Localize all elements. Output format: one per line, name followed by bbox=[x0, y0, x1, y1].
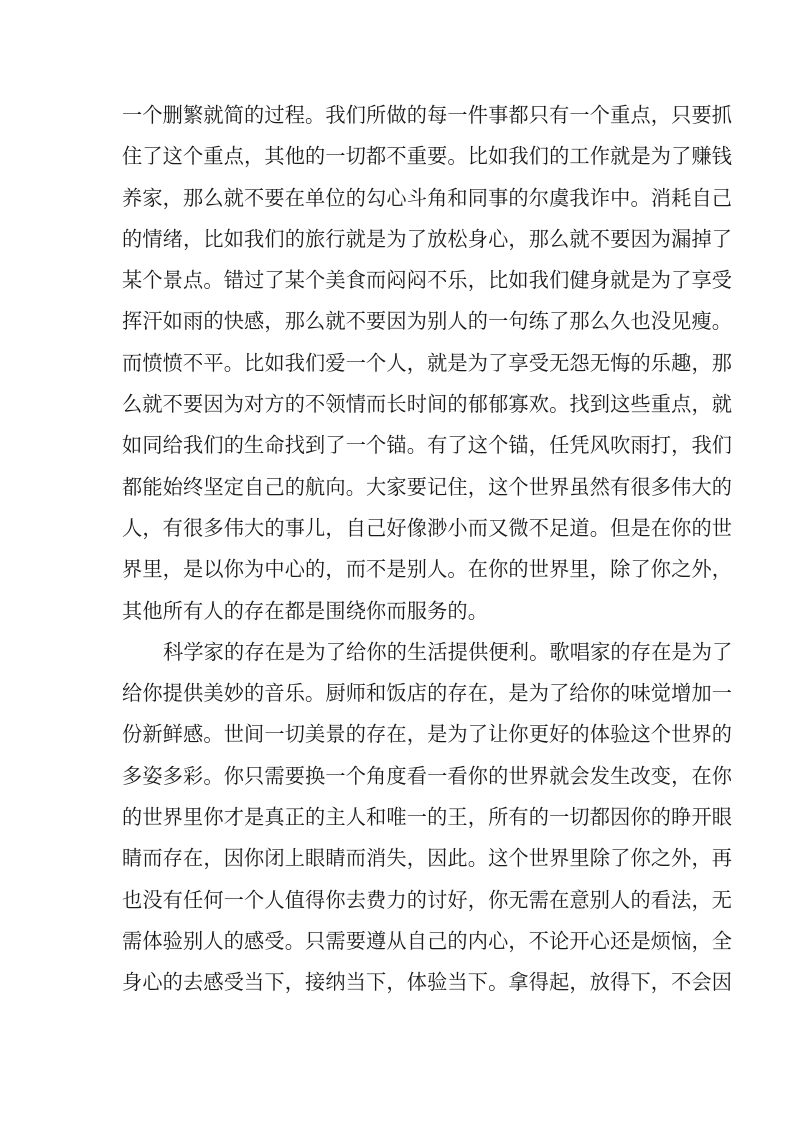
paragraph bbox=[122, 632, 733, 1004]
text-line: 的世界里你才是真正的主人和唯一的王，所有的一切都因你的睁开眼 bbox=[122, 805, 733, 830]
text-line: 某个景点。错过了某个美食而闷闷不乐，比如我们健身就是为了享受 bbox=[122, 268, 733, 293]
text-line: 身心的去感受当下，接纳当下，体验当下。拿得起，放得下，不会因 bbox=[122, 970, 733, 995]
text-line: 也没有任何一个人值得你去费力的讨好，你无需在意别人的看法，无 bbox=[122, 887, 733, 912]
text-line: 其他所有人的存在都是围绕你而服务的。 bbox=[122, 598, 489, 623]
text-line: 住了这个重点，其他的一切都不重要。比如我们的工作就是为了赚钱 bbox=[122, 144, 733, 169]
text-line: 而愤愤不平。比如我们爱一个人，就是为了享受无怨无悔的乐趣，那 bbox=[122, 350, 733, 375]
text-line: 界里，是以你为中心的，而不是别人。在你的世界里，除了你之外， bbox=[122, 557, 733, 582]
text-line: 养家，那么就不要在单位的勾心斗角和同事的尔虞我诈中。消耗自己 bbox=[122, 185, 733, 210]
text-line: 挥汗如雨的快感，那么就不要因为别人的一句练了那么久也没见瘦。 bbox=[122, 309, 733, 334]
document-body bbox=[122, 95, 733, 1004]
text-line: 给你提供美妙的音乐。厨师和饭店的存在，是为了给你的味觉增加一 bbox=[122, 681, 733, 706]
text-line: 人，有很多伟大的事儿，自己好像渺小而又微不足道。但是在你的世 bbox=[122, 515, 733, 540]
text-line: 都能始终坚定自己的航向。大家要记住，这个世界虽然有很多伟大的 bbox=[122, 474, 733, 499]
text-line: 的情绪，比如我们的旅行就是为了放松身心，那么就不要因为漏掉了 bbox=[122, 226, 733, 251]
text-line: 如同给我们的生命找到了一个锚。有了这个锚，任凭风吹雨打，我们 bbox=[122, 433, 733, 458]
paragraph bbox=[122, 95, 733, 632]
text-line: 多姿多彩。你只需要换一个角度看一看你的世界就会发生改变，在你 bbox=[122, 763, 733, 788]
text-line-indented: 科学家的存在是为了给你的生活提供便利。歌唱家的存在是为了 bbox=[163, 639, 733, 664]
text-line: 需体验别人的感受。只需要遵从自己的内心，不论开心还是烦恼，全 bbox=[122, 928, 733, 953]
text-line: 份新鲜感。世间一切美景的存在，是为了让你更好的体验这个世界的 bbox=[122, 722, 733, 747]
text-line: 睛而存在，因你闭上眼睛而消失，因此。这个世界里除了你之外，再 bbox=[122, 846, 733, 871]
text-line: 一个删繁就简的过程。我们所做的每一件事都只有一个重点，只要抓 bbox=[122, 103, 733, 127]
text-line: 么就不要因为对方的不领情而长时间的郁郁寡欢。找到这些重点，就 bbox=[122, 392, 733, 417]
